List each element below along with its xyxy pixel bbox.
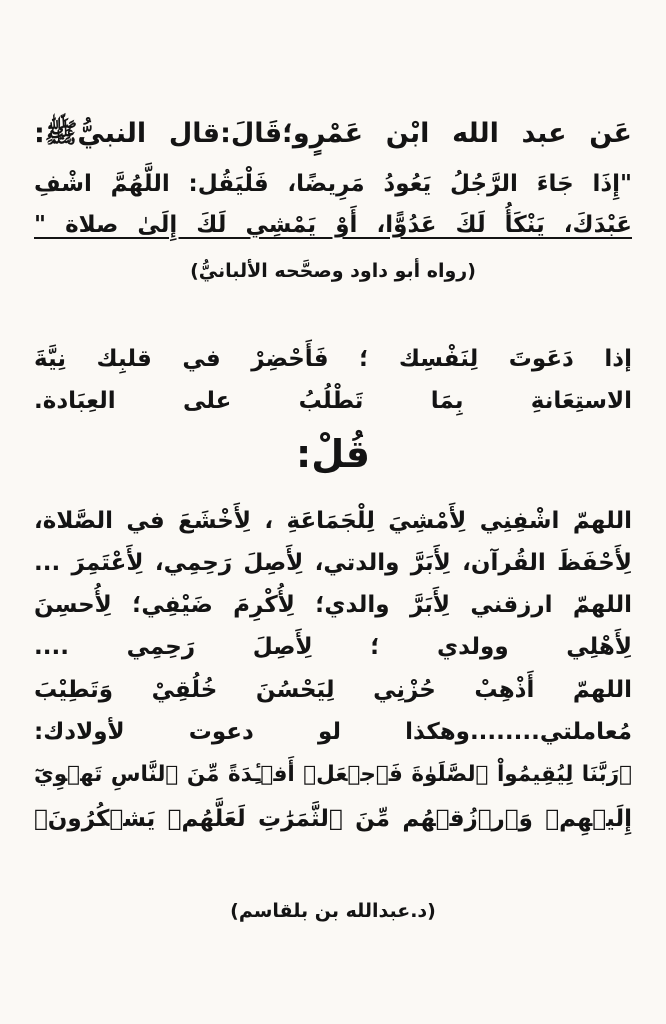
dua-line-1: اللهمّ اشْفِنِي لِأَمْشِيَ لِلْجَمَاعَةِ ، لِأَخْشَعَ في الصَّلاة،: [34, 508, 632, 534]
advice-line-1: إذا دَعَوتَ لِنَفْسِك ؛ فَأَحْضِرْ في قلبِك نِيَّةَ: [34, 346, 632, 372]
dua-line-2: لِأَحْفَظَ القُرآن، لِأَبَرَّ والدتي، لِأَصِلَ رَحِمِي، لِأَعْتَمِرَ ...: [34, 550, 632, 576]
hadith-text-line-1: "إِذَا جَاءَ الرَّجُلُ يَعُودُ مَرِيضًا، فَلْيَقُل: اللَّهُمَّ اشْفِ: [34, 171, 632, 197]
hadith-intro: عَن عبد الله ابْن عَمْرٍو؛قَالَ:قال النبيُّﷺ:: [34, 118, 632, 149]
dua-line-3: اللهمّ ارزقني لِأَبَرَّ والدي؛ لِأُكْرِمَ ضَيْفِي؛ لِأُحسِنَ: [34, 592, 632, 618]
hadith-text-line-2: عَبْدَكَ، يَنْكَأُ لَكَ عَدُوًّا، أَوْ يَمْشِي لَكَ إِلَىٰ صلاة ": [34, 212, 632, 238]
dua-line-6: مُعاملتي........وهكذا لو دعوت لأولادك:: [34, 719, 632, 745]
hadith-reference: (رواه أبو داود وصحَّحه الألبانيُّ): [190, 260, 476, 282]
quran-verse-line-1: ﴿رَبَّنَا لِيُقِيمُواْ ٱلصَّلَوٰةَ فَٱجۡعَلۡ أَفۡـِٔدَةً مِّنَ ٱلنَّاسِ تَهۡوِيٓ: [34, 762, 632, 787]
say-heading: قُلْ:: [296, 432, 370, 476]
advice-line-2: الاستِعَانةِ بِمَا تَطْلُبُ على العِبَادة.: [34, 388, 632, 414]
quran-verse-line-2: إِلَيۡهِمۡ وَٱرۡزُقۡهُم مِّنَ ٱلثَّمَرَٰتِ لَعَلَّهُمۡ يَشۡكُرُونَ﴾: [34, 806, 632, 832]
dua-line-5: اللهمّ أَذْهِبْ حُزْنِي لِيَحْسُنَ خُلُقِيْ وَتَطِيْبَ: [34, 677, 632, 703]
dua-line-4: لِأَهْلِي وولدي ؛ لِأَصِلَ رَحِمِي ....: [34, 634, 632, 660]
author-signature: (د.عبدالله بن بلقاسم): [230, 900, 436, 922]
